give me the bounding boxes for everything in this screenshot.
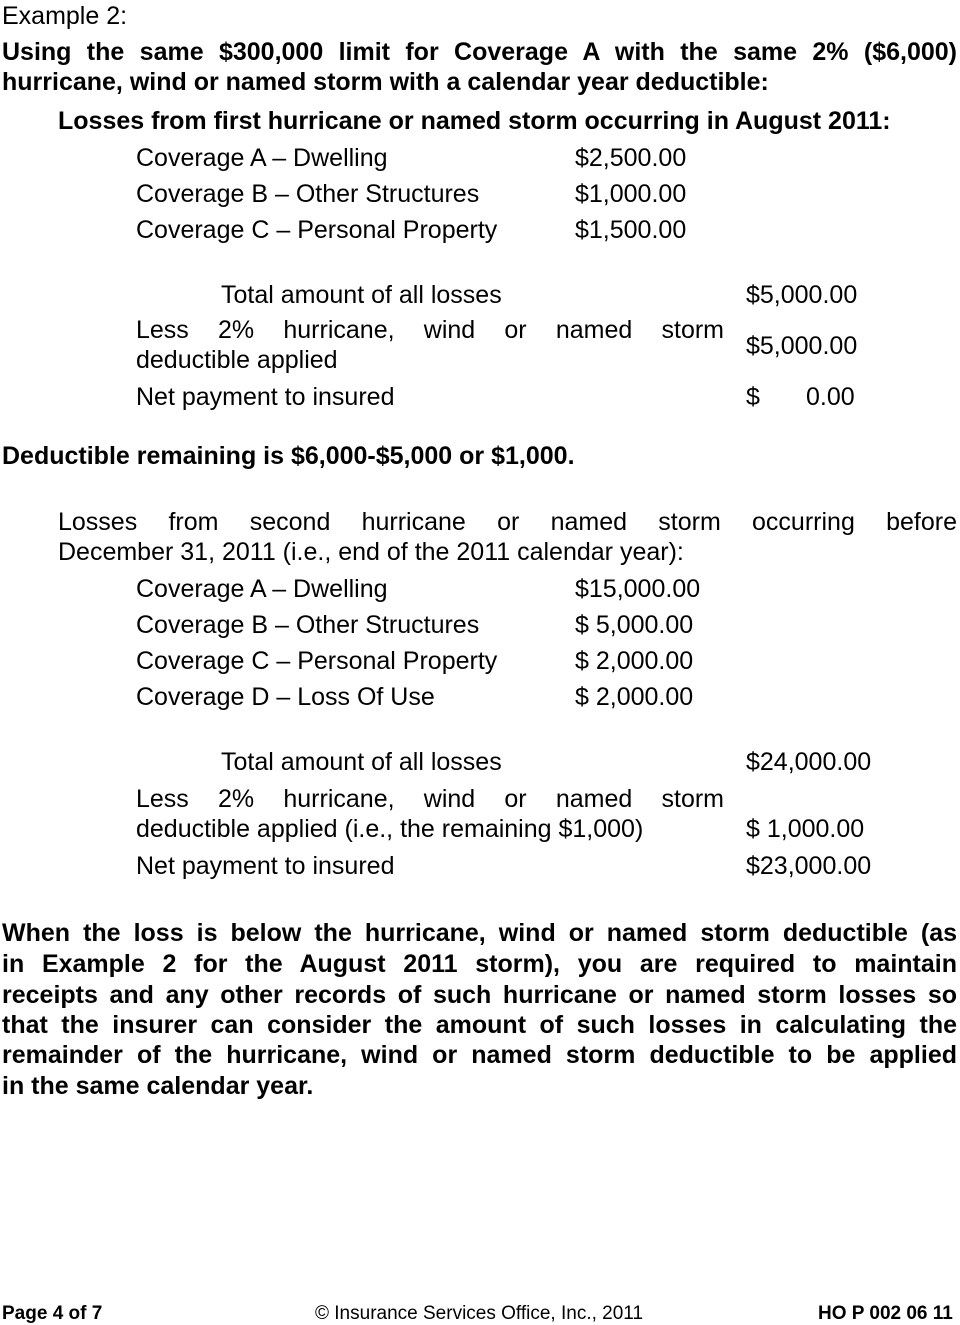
footer-copyright: © Insurance Services Office, Inc., 2011 — [315, 1303, 644, 1324]
second-loss-less-line-1: Less 2% hurricane, wind or named storm — [136, 785, 724, 813]
first-loss-net-label: Net payment to insured — [136, 383, 395, 411]
second-loss-item-label: Coverage D – Loss Of Use — [136, 683, 435, 711]
first-loss-title: Losses from first hurricane or named storm occurring in August 2011: — [58, 107, 891, 135]
first-loss-item-label: Coverage A – Dwelling — [136, 144, 388, 172]
closing-line: receipts and any other records of such hurricane or named storm losses so — [2, 981, 957, 1009]
second-loss-net-label: Net payment to insured — [136, 852, 395, 880]
second-loss-title-line-2: December 31, 2011 (i.e., end of the 2011 calendar year): — [58, 538, 684, 566]
footer-page-number: Page 4 of 7 — [2, 1303, 103, 1324]
second-loss-item-label: Coverage B – Other Structures — [136, 611, 480, 639]
second-loss-item-amount: $15,000.00 — [575, 575, 701, 603]
footer-form-number: HO P 002 06 11 — [818, 1303, 953, 1324]
closing-line: When the loss is below the hurricane, wind or named storm deductible (as — [2, 919, 957, 947]
closing-line: in the same calendar year. — [2, 1072, 314, 1100]
first-loss-total-label: Total amount of all losses — [221, 281, 502, 309]
first-loss-item-label: Coverage C – Personal Property — [136, 216, 498, 244]
second-loss-total-amount: $24,000.00 — [746, 748, 872, 776]
second-loss-item-amount: $ 2,000.00 — [575, 647, 694, 675]
second-loss-net-amount: $23,000.00 — [746, 852, 872, 880]
deductible-remaining: Deductible remaining is $6,000-$5,000 or $1,000. — [2, 442, 575, 470]
closing-line: in Example 2 for the August 2011 storm), you are required to maintain — [2, 950, 957, 978]
first-loss-less-amount: $5,000.00 — [746, 332, 858, 360]
second-loss-title-line-1: Losses from second hurricane or named storm occurring before — [58, 508, 957, 536]
second-loss-item-amount: $ 2,000.00 — [575, 683, 694, 711]
intro-line-1: Using the same $300,000 limit for Coverage A with the same 2% ($6,000) — [2, 38, 957, 66]
first-loss-item-amount: $1,000.00 — [575, 180, 687, 208]
first-loss-item-amount: $1,500.00 — [575, 216, 687, 244]
first-loss-less-line-2: deductible applied — [136, 346, 338, 374]
closing-line: that the insurer can consider the amount of such losses in calculating the — [2, 1011, 957, 1039]
second-loss-item-label: Coverage C – Personal Property — [136, 647, 498, 675]
intro-line-2: hurricane, wind or named storm with a calendar year deductible: — [2, 68, 769, 96]
first-loss-item-amount: $2,500.00 — [575, 144, 687, 172]
second-loss-item-label: Coverage A – Dwelling — [136, 575, 388, 603]
first-loss-item-label: Coverage B – Other Structures — [136, 180, 480, 208]
first-loss-less-line-1: Less 2% hurricane, wind or named storm — [136, 316, 724, 344]
second-loss-less-line-2: deductible applied (i.e., the remaining $1,000) — [136, 815, 644, 843]
second-loss-item-amount: $ 5,000.00 — [575, 611, 694, 639]
first-loss-net-dollar: $ — [746, 383, 760, 411]
first-loss-total-amount: $5,000.00 — [746, 281, 858, 309]
first-loss-net-amount: 0.00 — [806, 383, 855, 411]
second-loss-less-amount: $ 1,000.00 — [746, 815, 865, 843]
page-heading: Example 2: — [2, 2, 128, 30]
second-loss-total-label: Total amount of all losses — [221, 748, 502, 776]
closing-line: remainder of the hurricane, wind or named storm deductible to be applied — [2, 1041, 957, 1069]
